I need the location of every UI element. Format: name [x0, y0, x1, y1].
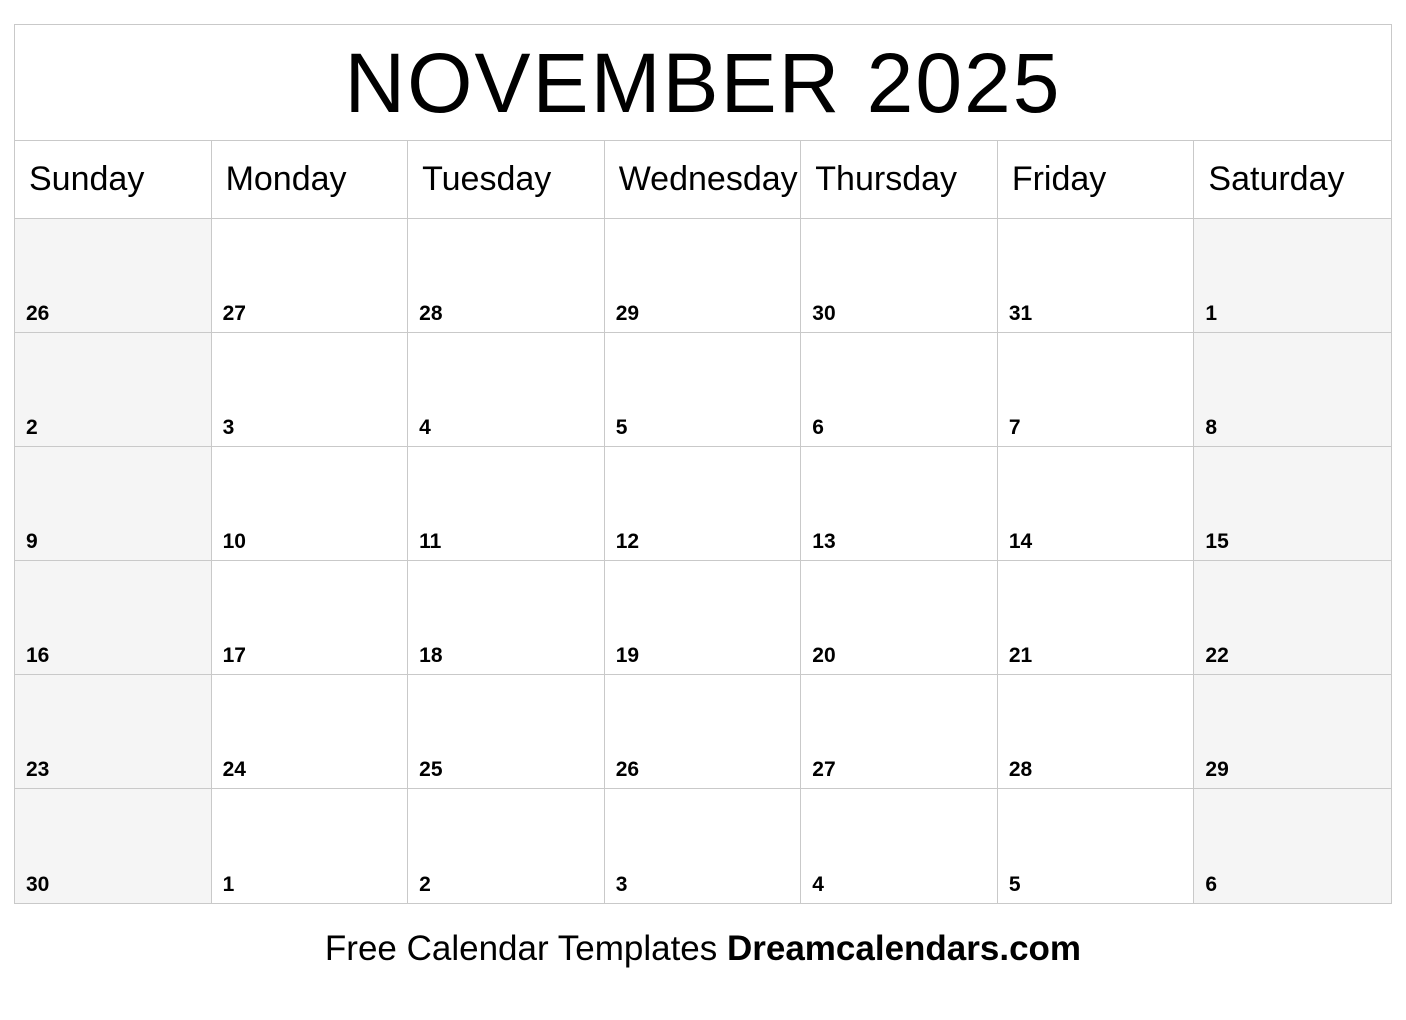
day-number: 18 — [419, 644, 443, 667]
day-number: 7 — [1008, 416, 1021, 439]
day-cell[interactable] — [605, 219, 802, 333]
day-number: 26 — [26, 302, 50, 325]
day-cell[interactable] — [801, 333, 998, 447]
day-number: 21 — [1008, 644, 1033, 667]
day-cell[interactable] — [408, 447, 605, 561]
day-cell[interactable] — [801, 219, 998, 333]
day-cell[interactable] — [15, 561, 212, 675]
day-number: 10 — [222, 530, 246, 553]
day-number: 14 — [1008, 530, 1033, 553]
calendar-week-row — [15, 447, 1391, 561]
day-number: 5 — [1008, 873, 1021, 896]
day-number: 15 — [1205, 530, 1229, 553]
weekday-header-tuesday: Tuesday — [408, 141, 605, 219]
day-cell[interactable] — [605, 675, 802, 789]
weekday-header-monday: Monday — [212, 141, 409, 219]
day-number: 27 — [222, 302, 246, 325]
footer-credit — [0, 928, 1406, 970]
day-cell[interactable] — [212, 333, 409, 447]
weekday-header-row — [15, 141, 1391, 219]
day-number: 23 — [26, 758, 50, 781]
day-number: 29 — [615, 302, 640, 325]
page-title: NOVEMBER 2025 — [344, 35, 1062, 130]
day-cell[interactable] — [15, 675, 212, 789]
day-cell[interactable] — [1194, 789, 1391, 903]
day-cell[interactable] — [212, 219, 409, 333]
day-number: 22 — [1205, 644, 1229, 667]
weekday-header-sunday: Sunday — [15, 141, 212, 219]
footer-brand: Dreamcalendars.com — [726, 929, 1082, 968]
day-number: 17 — [222, 644, 246, 667]
day-number: 1 — [1205, 302, 1218, 325]
day-cell[interactable] — [998, 675, 1195, 789]
day-cell[interactable] — [408, 219, 605, 333]
day-cell[interactable] — [1194, 219, 1391, 333]
day-cell[interactable] — [1194, 333, 1391, 447]
day-number: 19 — [615, 644, 640, 667]
day-cell[interactable] — [998, 561, 1195, 675]
day-cell[interactable] — [605, 333, 802, 447]
day-number: 30 — [26, 873, 50, 896]
day-number: 1 — [222, 873, 235, 896]
day-cell[interactable] — [1194, 675, 1391, 789]
day-cell[interactable] — [605, 561, 802, 675]
weekday-header-saturday: Saturday — [1194, 141, 1391, 219]
day-cell[interactable] — [15, 333, 212, 447]
calendar-week-row — [15, 219, 1391, 333]
day-number: 28 — [1008, 758, 1033, 781]
calendar-week-row — [15, 561, 1391, 675]
day-cell[interactable] — [15, 219, 212, 333]
day-number: 16 — [26, 644, 50, 667]
day-cell[interactable] — [408, 675, 605, 789]
day-cell[interactable] — [801, 675, 998, 789]
day-cell[interactable] — [605, 789, 802, 903]
day-cell[interactable] — [998, 219, 1195, 333]
day-cell[interactable] — [408, 333, 605, 447]
day-number: 26 — [615, 758, 640, 781]
day-number: 29 — [1205, 758, 1229, 781]
day-cell[interactable] — [1194, 561, 1391, 675]
day-cell[interactable] — [212, 675, 409, 789]
day-number: 27 — [812, 758, 836, 781]
day-number: 13 — [812, 530, 836, 553]
day-number: 4 — [419, 416, 431, 439]
day-number: 3 — [222, 416, 235, 439]
day-cell[interactable] — [408, 789, 605, 903]
day-number: 11 — [419, 530, 442, 553]
day-cell[interactable] — [998, 447, 1195, 561]
calendar-week-row — [15, 675, 1391, 789]
day-number: 4 — [812, 873, 824, 896]
day-cell[interactable] — [1194, 447, 1391, 561]
day-number: 6 — [812, 416, 824, 439]
calendar-title-row — [15, 25, 1391, 141]
weekday-header-wednesday: Wednesday — [605, 141, 802, 219]
day-number: 5 — [615, 416, 628, 439]
day-number: 9 — [26, 530, 38, 553]
day-number: 28 — [419, 302, 443, 325]
day-number: 8 — [1205, 416, 1218, 439]
weekday-header-thursday: Thursday — [801, 141, 998, 219]
day-cell[interactable] — [801, 561, 998, 675]
day-number: 12 — [615, 530, 640, 553]
day-cell[interactable] — [15, 789, 212, 903]
calendar-week-row — [15, 333, 1391, 447]
footer-text: Free Calendar Templates — [324, 929, 727, 968]
day-cell[interactable] — [998, 789, 1195, 903]
day-cell[interactable] — [212, 789, 409, 903]
day-cell[interactable] — [15, 447, 212, 561]
weekday-header-friday: Friday — [998, 141, 1195, 219]
day-cell[interactable] — [212, 561, 409, 675]
day-number: 30 — [812, 302, 836, 325]
day-number: 20 — [812, 644, 836, 667]
calendar-week-row — [15, 789, 1391, 903]
day-number: 25 — [419, 758, 443, 781]
day-number: 24 — [222, 758, 246, 781]
day-cell[interactable] — [801, 789, 998, 903]
calendar-grid — [14, 24, 1392, 904]
day-number: 31 — [1008, 302, 1033, 325]
day-number: 3 — [615, 873, 628, 896]
day-number: 6 — [1205, 873, 1218, 896]
day-number: 2 — [26, 416, 38, 439]
day-cell[interactable] — [212, 447, 409, 561]
day-cell[interactable] — [605, 447, 802, 561]
day-cell[interactable] — [408, 561, 605, 675]
day-cell[interactable] — [801, 447, 998, 561]
day-number: 2 — [419, 873, 431, 896]
day-cell[interactable] — [998, 333, 1195, 447]
